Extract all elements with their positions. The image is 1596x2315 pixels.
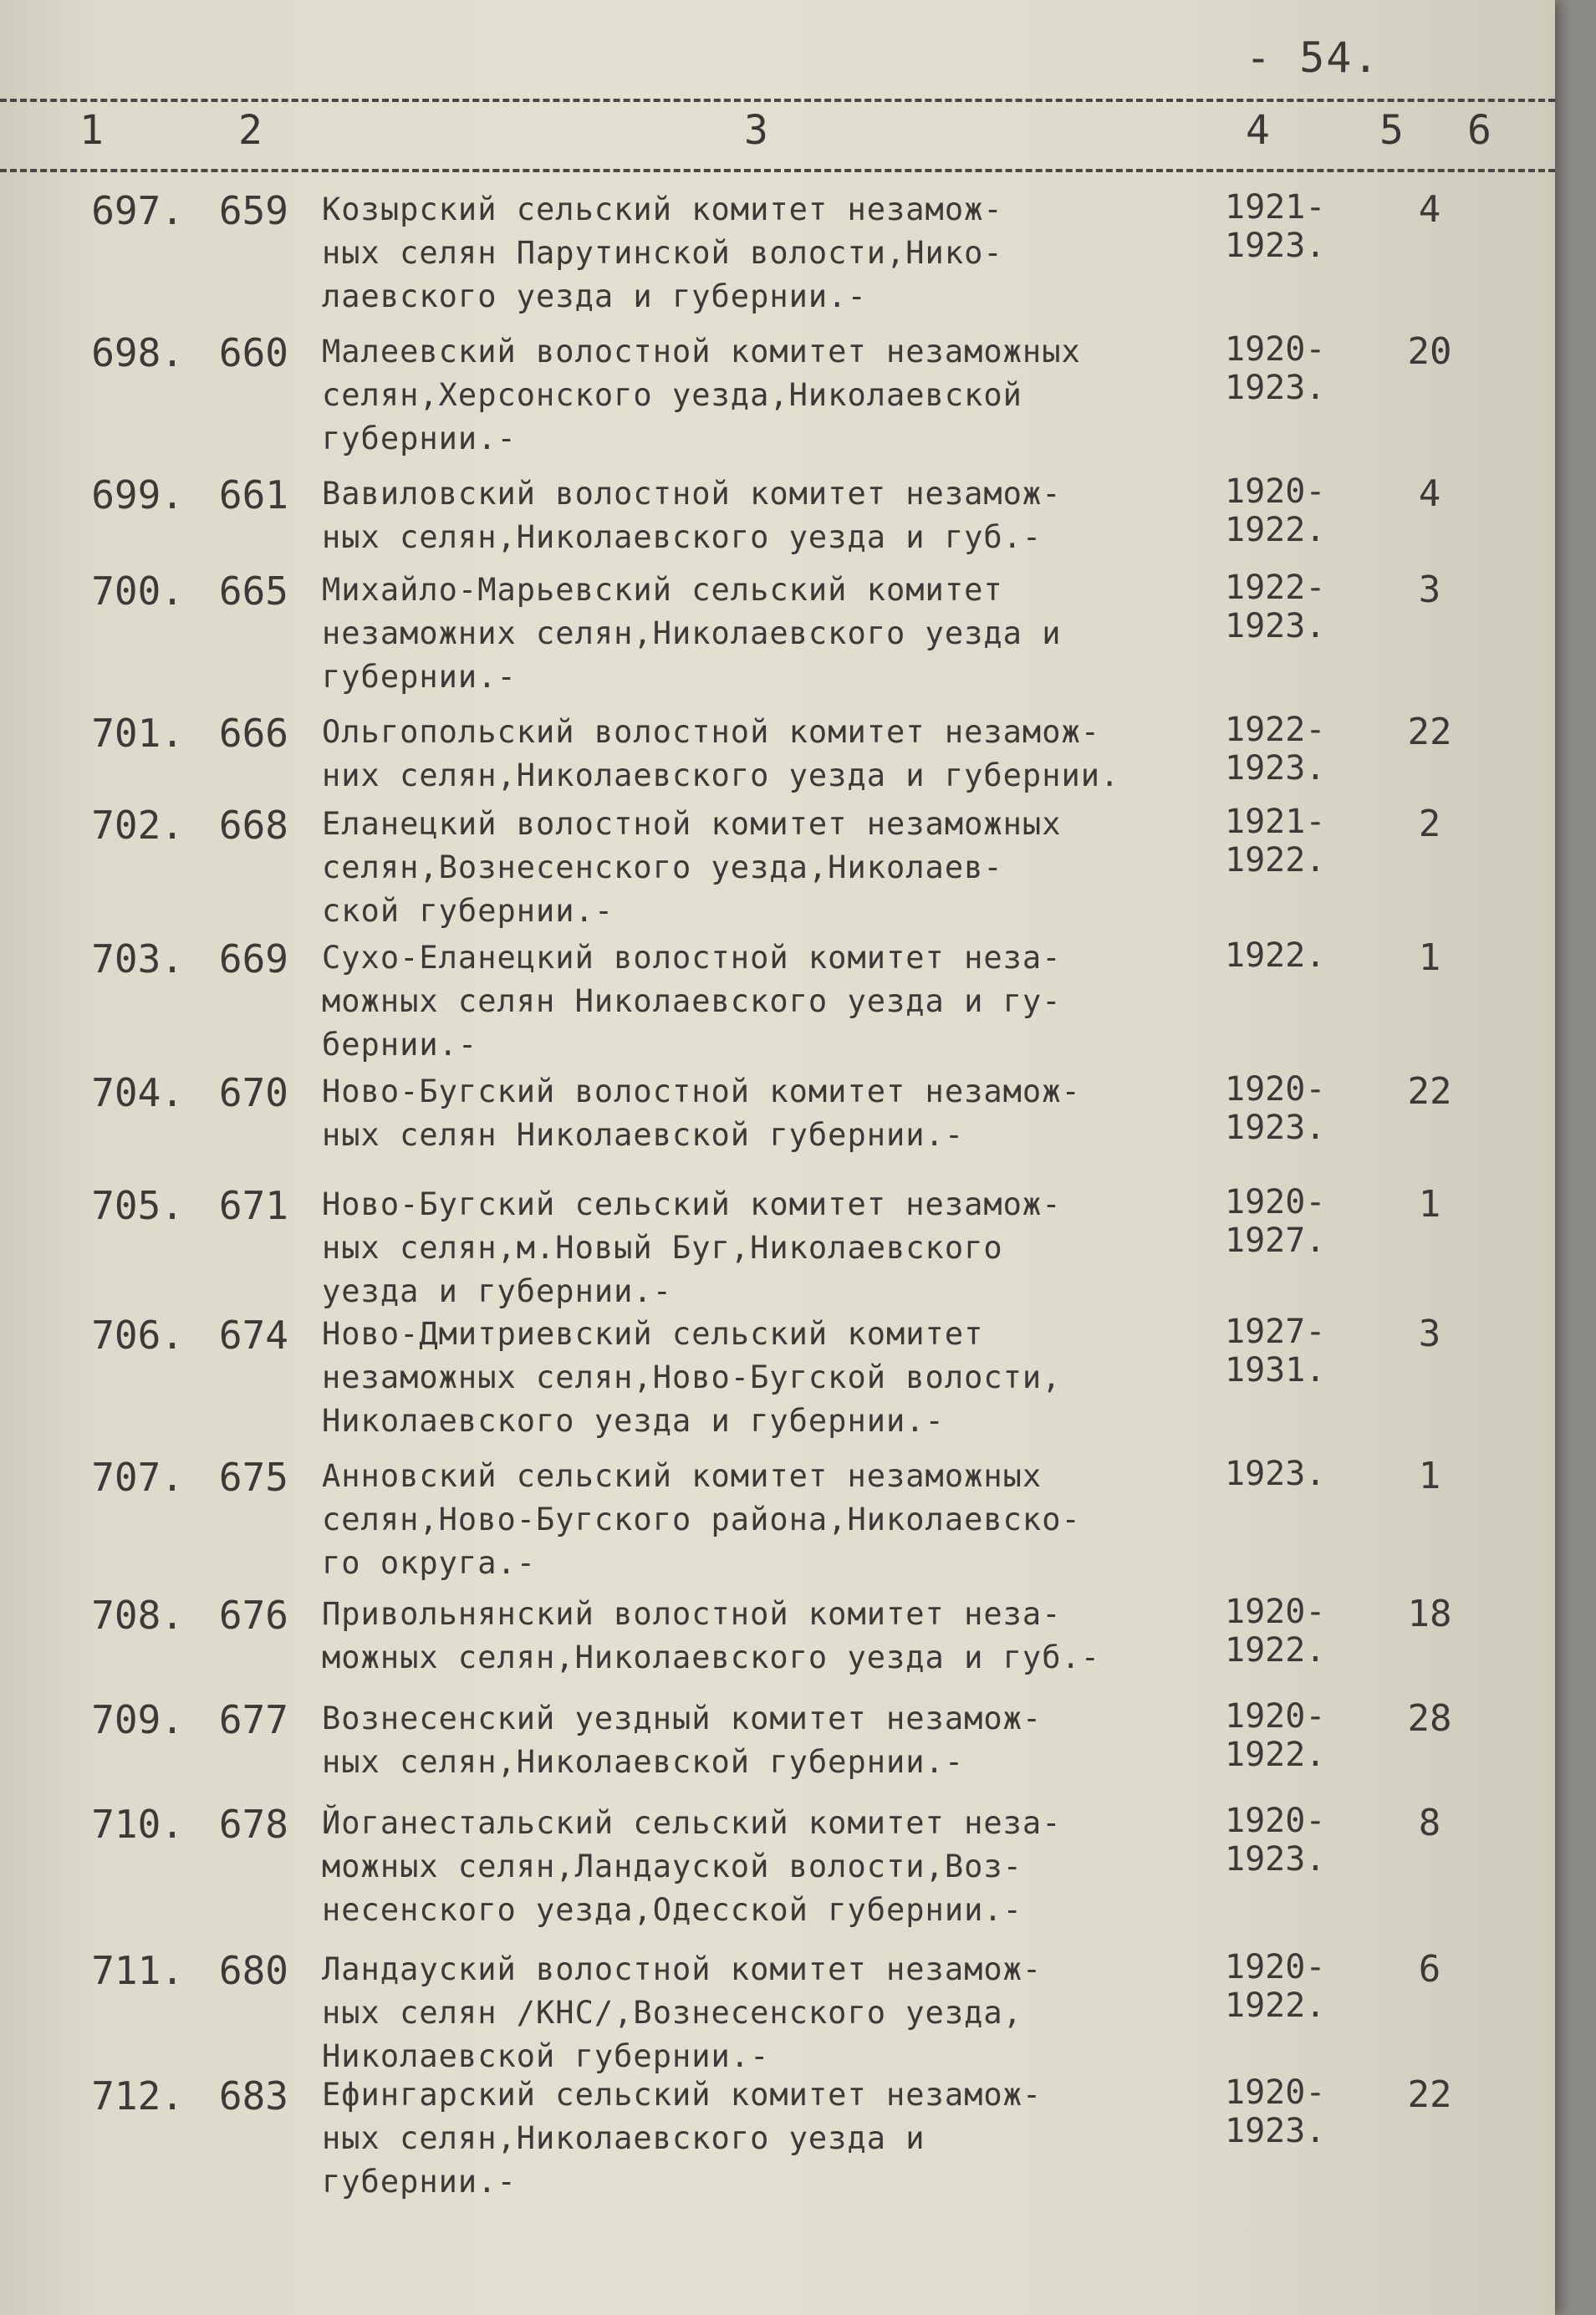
date-line: 1921- bbox=[1225, 803, 1326, 841]
description-line: ных селян Николаевской губернии.- bbox=[322, 1117, 965, 1153]
date-line: 1923. bbox=[1225, 2112, 1326, 2150]
date-line: 1923. bbox=[1225, 227, 1326, 265]
record-dates bbox=[1225, 1948, 1350, 2025]
description-line: ных селян,м.Новый Буг,Николаевского bbox=[322, 1230, 1003, 1266]
description-line: ской губернии.- bbox=[322, 893, 614, 929]
inventory-number: 683 bbox=[218, 2073, 288, 2119]
description-line: селян,Вознесенского уезда,Николаев- bbox=[322, 849, 1003, 885]
header-col-2: 2 bbox=[238, 107, 263, 154]
record-description bbox=[322, 569, 1216, 699]
description-line: Сухо-Еланецкий волостной комитет неза- bbox=[322, 940, 1062, 976]
record-dates bbox=[1225, 936, 1350, 975]
description-line: бернии.- bbox=[322, 1027, 478, 1063]
date-line: 1922. bbox=[1225, 936, 1326, 975]
inventory-number: 677 bbox=[218, 1697, 288, 1742]
sheet-count: 28 bbox=[1407, 1697, 1452, 1740]
description-line: губернии.- bbox=[322, 2164, 517, 2200]
description-line: Михайло-Марьевский сельский комитет bbox=[322, 572, 1003, 608]
header-col-4: 4 bbox=[1246, 107, 1270, 154]
column-header bbox=[0, 107, 1555, 166]
date-line: 1920- bbox=[1225, 1070, 1326, 1109]
description-line: можных селян,Николаевского уезда и губ.- bbox=[322, 1639, 1101, 1675]
inventory-number: 661 bbox=[218, 472, 288, 518]
record-number: 712. bbox=[91, 2073, 184, 2119]
sheet-count: 22 bbox=[1407, 1070, 1452, 1113]
description-line: Ольгопольский волостной комитет незамож- bbox=[322, 714, 1101, 750]
sheet-count: 2 bbox=[1418, 803, 1441, 845]
description-line: них селян,Николаевского уезда и губернии. bbox=[322, 757, 1120, 793]
record-dates bbox=[1225, 1070, 1350, 1147]
date-line: 1923. bbox=[1225, 369, 1326, 407]
record-dates bbox=[1225, 1593, 1350, 1670]
record-number: 701. bbox=[91, 711, 184, 756]
inventory-number: 680 bbox=[218, 1948, 288, 1993]
description-line: ных селян /КНС/,Вознесенского уезда, bbox=[322, 1995, 1022, 2031]
inventory-number: 669 bbox=[218, 936, 288, 982]
record-description bbox=[322, 1070, 1216, 1157]
inventory-number: 666 bbox=[218, 711, 288, 756]
sheet-count: 8 bbox=[1418, 1802, 1441, 1844]
date-line: 1920- bbox=[1225, 1802, 1326, 1840]
description-line: Ново-Бугский волостной комитет незамож- bbox=[322, 1073, 1081, 1109]
record-number: 703. bbox=[91, 936, 184, 982]
inventory-number: 660 bbox=[218, 330, 288, 375]
description-line: Еланецкий волостной комитет незаможных bbox=[322, 806, 1062, 842]
record-description bbox=[322, 1697, 1216, 1784]
description-line: Николаевского уезда и губернии.- bbox=[322, 1403, 945, 1439]
inventory-number: 675 bbox=[218, 1455, 288, 1500]
description-line: селян,Ново-Бугского района,Николаевско- bbox=[322, 1502, 1081, 1537]
record-dates bbox=[1225, 1183, 1350, 1260]
sheet-count: 20 bbox=[1407, 330, 1452, 373]
date-line: 1921- bbox=[1225, 188, 1326, 227]
date-line: 1920- bbox=[1225, 2073, 1326, 2112]
record-number: 698. bbox=[91, 330, 184, 375]
sheet-count: 4 bbox=[1418, 188, 1441, 231]
inventory-number: 674 bbox=[218, 1313, 288, 1358]
record-description bbox=[322, 1313, 1216, 1443]
description-line: Ново-Бугский сельский комитет незамож- bbox=[322, 1186, 1062, 1222]
sheet-count: 3 bbox=[1418, 1313, 1441, 1355]
description-line: можных селян,Ландауской волости,Воз- bbox=[322, 1848, 1022, 1884]
description-line: незаможных селян,Ново-Бугской волости, bbox=[322, 1359, 1062, 1395]
divider-top bbox=[0, 99, 1555, 102]
sheet-count: 1 bbox=[1418, 1455, 1441, 1497]
description-line: Йоганестальский сельский комитет неза- bbox=[322, 1805, 1062, 1841]
description-line: Ландауский волостной комитет незамож- bbox=[322, 1951, 1043, 1987]
description-line: Привольнянский волостной комитет неза- bbox=[322, 1596, 1062, 1632]
description-line: го округа.- bbox=[322, 1545, 537, 1581]
description-line: Ново-Дмитриевский сельский комитет bbox=[322, 1316, 984, 1352]
description-line: Вознесенский уездный комитет незамож- bbox=[322, 1701, 1043, 1736]
divider-header bbox=[0, 169, 1555, 172]
record-dates bbox=[1225, 569, 1350, 645]
inventory-number: 670 bbox=[218, 1070, 288, 1115]
date-line: 1927. bbox=[1225, 1221, 1326, 1260]
record-dates bbox=[1225, 1697, 1350, 1774]
description-line: незаможних селян,Николаевского уезда и bbox=[322, 615, 1062, 651]
date-line: 1927- bbox=[1225, 1313, 1326, 1351]
description-line: Вавиловский волостной комитет незамож- bbox=[322, 476, 1062, 512]
record-number: 704. bbox=[91, 1070, 184, 1115]
record-description bbox=[322, 1593, 1216, 1680]
inventory-number: 671 bbox=[218, 1183, 288, 1228]
description-line: Ефингарский сельский комитет незамож- bbox=[322, 2077, 1043, 2113]
record-dates bbox=[1225, 711, 1350, 788]
record-dates bbox=[1225, 1313, 1350, 1390]
page-number: - 54. bbox=[1246, 33, 1380, 82]
record-description bbox=[322, 1455, 1216, 1585]
record-description bbox=[322, 2073, 1216, 2204]
record-number: 707. bbox=[91, 1455, 184, 1500]
record-description bbox=[322, 711, 1216, 798]
description-line: ных селян Парутинской волости,Нико- bbox=[322, 235, 1003, 271]
sheet-count: 4 bbox=[1418, 472, 1441, 515]
description-line: несенского уезда,Одесской губернии.- bbox=[322, 1892, 1022, 1928]
header-col-1: 1 bbox=[79, 107, 104, 154]
description-line: ных селян,Николаевской губернии.- bbox=[322, 1744, 965, 1780]
sheet-count: 6 bbox=[1418, 1948, 1441, 1991]
record-description bbox=[322, 803, 1216, 933]
record-number: 709. bbox=[91, 1697, 184, 1742]
date-line: 1922. bbox=[1225, 1631, 1326, 1670]
sheet-count: 1 bbox=[1418, 936, 1441, 979]
date-line: 1922. bbox=[1225, 841, 1326, 880]
record-number: 702. bbox=[91, 803, 184, 848]
record-description bbox=[322, 330, 1216, 461]
record-dates bbox=[1225, 2073, 1350, 2150]
date-line: 1920- bbox=[1225, 330, 1326, 369]
record-number: 708. bbox=[91, 1593, 184, 1638]
description-line: уезда и губернии.- bbox=[322, 1273, 672, 1309]
sheet-count: 1 bbox=[1418, 1183, 1441, 1226]
record-dates bbox=[1225, 472, 1350, 549]
sheet-count: 22 bbox=[1407, 2073, 1452, 2116]
record-dates bbox=[1225, 330, 1350, 407]
date-line: 1922. bbox=[1225, 511, 1326, 549]
description-line: Анновский сельский комитет незаможных bbox=[322, 1458, 1043, 1494]
date-line: 1923. bbox=[1225, 1455, 1326, 1493]
record-number: 710. bbox=[91, 1802, 184, 1847]
record-description bbox=[322, 1948, 1216, 2078]
date-line: 1923. bbox=[1225, 1840, 1326, 1879]
description-line: губернии.- bbox=[322, 421, 517, 456]
date-line: 1923. bbox=[1225, 1109, 1326, 1147]
date-line: 1923. bbox=[1225, 749, 1326, 788]
header-col-5: 5 bbox=[1379, 107, 1404, 154]
record-number: 700. bbox=[91, 569, 184, 614]
record-description bbox=[322, 1183, 1216, 1313]
date-line: 1922. bbox=[1225, 1736, 1326, 1774]
inventory-number: 676 bbox=[218, 1593, 288, 1638]
description-line: губернии.- bbox=[322, 659, 517, 695]
record-dates bbox=[1225, 188, 1350, 265]
record-description bbox=[322, 472, 1216, 559]
date-line: 1920- bbox=[1225, 1183, 1326, 1221]
record-dates bbox=[1225, 803, 1350, 880]
description-line: Малеевский волостной комитет незаможных bbox=[322, 334, 1081, 370]
sheet-count: 18 bbox=[1407, 1593, 1452, 1635]
record-description bbox=[322, 1802, 1216, 1932]
record-number: 705. bbox=[91, 1183, 184, 1228]
date-line: 1920- bbox=[1225, 1697, 1326, 1736]
description-line: селян,Херсонского уезда,Николаевской bbox=[322, 377, 1022, 413]
date-line: 1931. bbox=[1225, 1351, 1326, 1390]
header-col-3: 3 bbox=[744, 107, 768, 154]
description-line: ных селян,Николаевского уезда и губ.- bbox=[322, 519, 1043, 555]
header-col-6: 6 bbox=[1467, 107, 1491, 154]
inventory-number: 678 bbox=[218, 1802, 288, 1847]
date-line: 1920- bbox=[1225, 472, 1326, 511]
inventory-number: 665 bbox=[218, 569, 288, 614]
description-line: можных селян Николаевского уезда и гу- bbox=[322, 983, 1062, 1019]
description-line: ных селян,Николаевского уезда и bbox=[322, 2120, 925, 2156]
sheet-count: 3 bbox=[1418, 569, 1441, 611]
date-line: 1923. bbox=[1225, 607, 1326, 645]
date-line: 1922. bbox=[1225, 1986, 1326, 2025]
record-number: 697. bbox=[91, 188, 184, 233]
record-number: 706. bbox=[91, 1313, 184, 1358]
record-dates bbox=[1225, 1455, 1350, 1493]
inventory-number: 659 bbox=[218, 188, 288, 233]
record-dates bbox=[1225, 1802, 1350, 1879]
date-line: 1922- bbox=[1225, 569, 1326, 607]
description-line: Николаевской губернии.- bbox=[322, 2038, 770, 2074]
sheet-count: 22 bbox=[1407, 711, 1452, 753]
record-description bbox=[322, 936, 1216, 1067]
record-description bbox=[322, 188, 1216, 319]
description-line: лаевского уезда и губернии.- bbox=[322, 278, 867, 314]
record-number: 699. bbox=[91, 472, 184, 518]
date-line: 1920- bbox=[1225, 1948, 1326, 1986]
description-line: Козырский сельский комитет незамож- bbox=[322, 191, 1003, 227]
inventory-number: 668 bbox=[218, 803, 288, 848]
record-number: 711. bbox=[91, 1948, 184, 1993]
date-line: 1920- bbox=[1225, 1593, 1326, 1631]
date-line: 1922- bbox=[1225, 711, 1326, 749]
